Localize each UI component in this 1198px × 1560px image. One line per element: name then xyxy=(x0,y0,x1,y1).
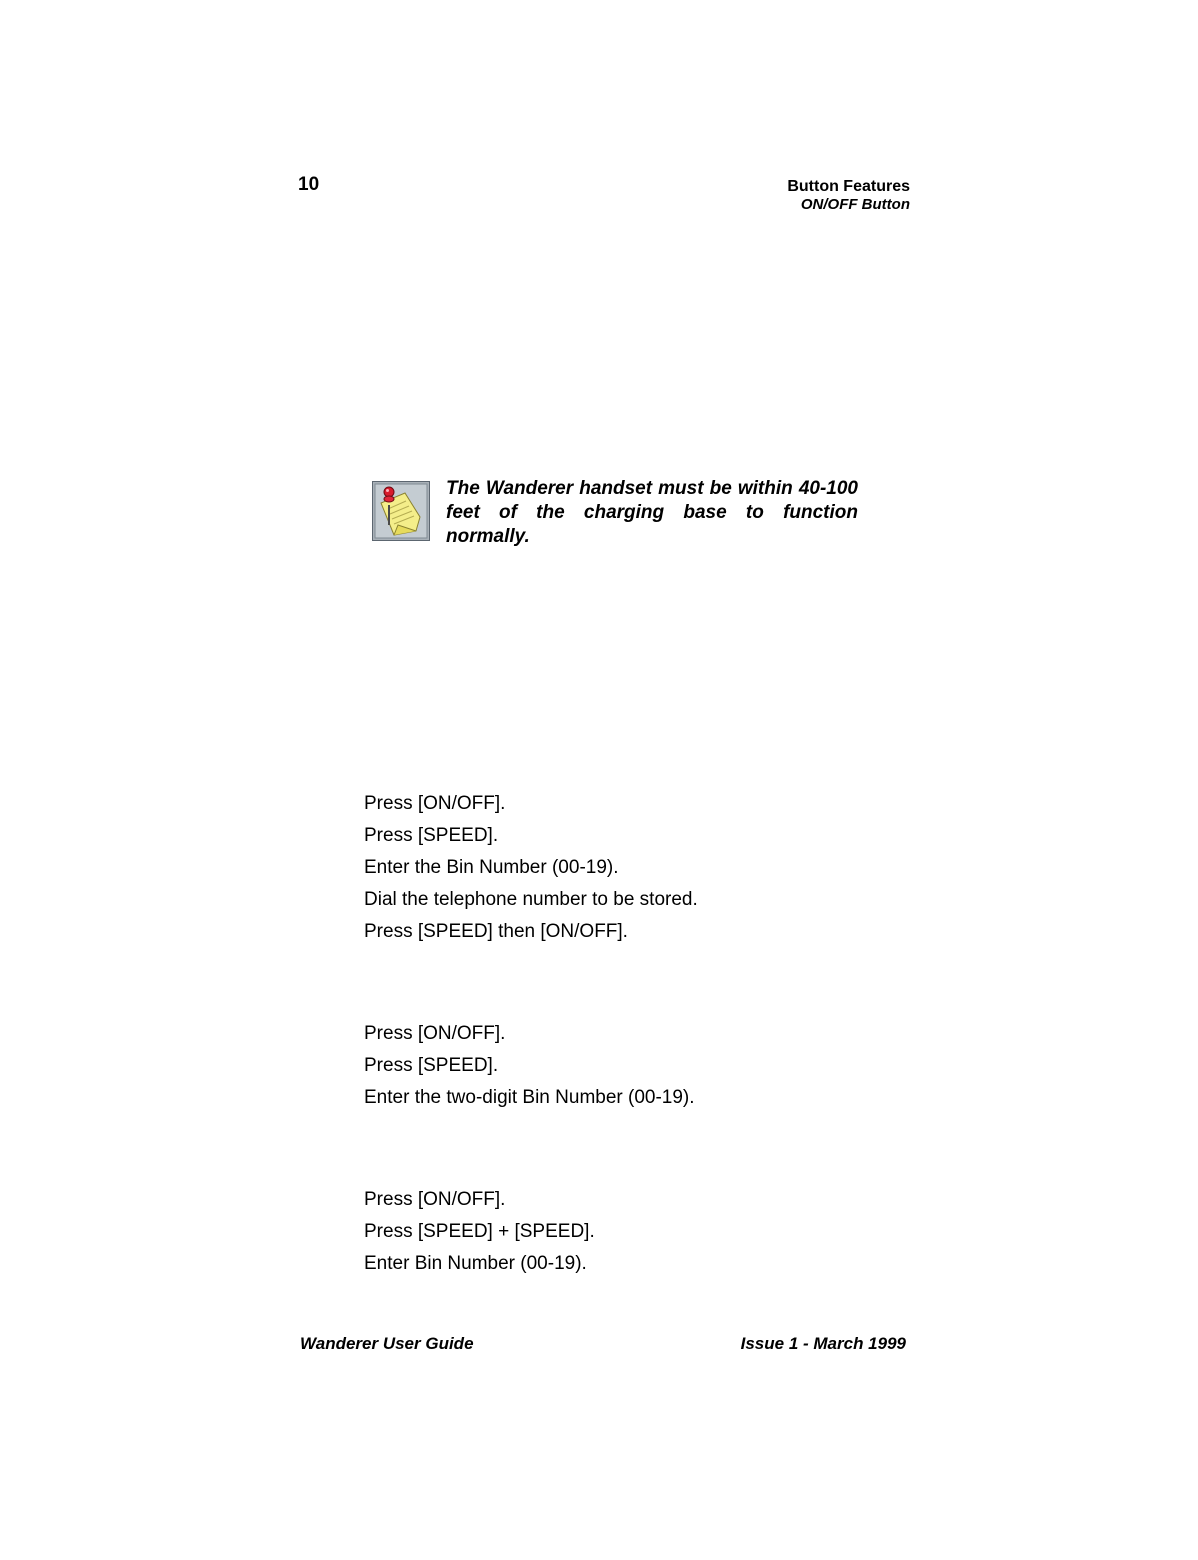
procedure-steps-list xyxy=(364,1018,695,1114)
section-subtitle: ON/OFF Button xyxy=(800,196,910,213)
procedure-steps-list xyxy=(364,1184,595,1280)
procedure-step: Enter Bin Number (00-19). xyxy=(364,1253,587,1274)
section-title: Button Features xyxy=(787,178,910,195)
note-pin-icon xyxy=(372,481,430,541)
procedure-step: Enter the two-digit Bin Number (00-19). xyxy=(364,1087,695,1108)
page-number: 10 xyxy=(298,174,320,195)
procedure-step: Press [SPEED]. xyxy=(364,1055,499,1076)
footer-issue-date: Issue 1 - March 1999 xyxy=(740,1334,906,1353)
procedure-step: Press [SPEED] then [ON/OFF]. xyxy=(364,921,628,942)
procedure-step: Dial the telephone number to be stored. xyxy=(364,889,698,910)
procedure-step: Press [ON/OFF]. xyxy=(364,1189,506,1210)
procedure-step: Press [ON/OFF]. xyxy=(364,793,506,814)
footer-document-title: Wanderer User Guide xyxy=(300,1334,474,1353)
procedure-step: Press [ON/OFF]. xyxy=(364,1023,506,1044)
note-text: The Wanderer handset must be within 40-100 feet of the charging base to function normally. xyxy=(446,478,858,547)
procedure-step: Press [SPEED]. xyxy=(364,825,499,846)
procedure-steps-list xyxy=(364,788,698,948)
procedure-step: Press [SPEED] + [SPEED]. xyxy=(364,1221,595,1242)
running-header xyxy=(787,177,910,213)
procedure-step: Enter the Bin Number (00-19). xyxy=(364,857,619,878)
